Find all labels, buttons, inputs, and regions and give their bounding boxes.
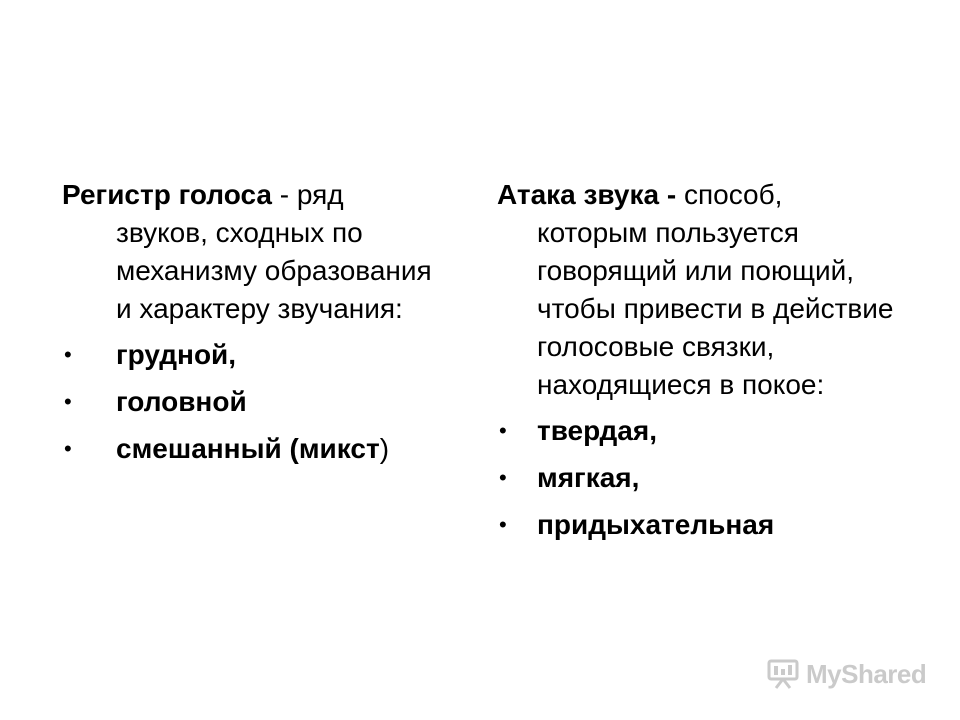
right-bullet-list xyxy=(497,412,897,544)
list-item: • грудной, xyxy=(62,336,442,374)
left-column xyxy=(62,176,442,468)
bullet-icon: • xyxy=(499,512,507,537)
left-separator: - xyxy=(271,179,297,210)
bullet-icon: • xyxy=(64,436,72,461)
left-definition xyxy=(62,176,442,328)
list-item: • смешанный (микст) xyxy=(62,430,442,468)
right-definition xyxy=(497,176,897,404)
list-item: • придыхательная xyxy=(497,506,897,544)
watermark-logo xyxy=(766,654,926,694)
left-definition-text: ряд звуков, сходных по механизму образования и характеру звучания: xyxy=(116,179,432,324)
bullet-icon: • xyxy=(499,418,507,443)
watermark-text: MyShared xyxy=(806,658,927,689)
list-item: • головной xyxy=(62,383,442,421)
bullet-icon: • xyxy=(64,389,72,414)
right-separator: - xyxy=(659,179,684,210)
list-item: • твердая, xyxy=(497,412,897,450)
presentation-board-icon xyxy=(766,657,800,691)
bullet-icon: • xyxy=(499,465,507,490)
list-item: • мягкая, xyxy=(497,459,897,497)
left-term: Регистр голоса xyxy=(62,179,272,210)
right-definition-text: способ, которым пользуется говорящий или поющий, чтобы привести в действие голосовые связки, находящиеся в покое: xyxy=(537,179,894,400)
left-bullet-list xyxy=(62,336,442,468)
right-column xyxy=(497,176,897,544)
right-term: Атака звука xyxy=(497,179,660,210)
bullet-icon: • xyxy=(64,342,72,367)
